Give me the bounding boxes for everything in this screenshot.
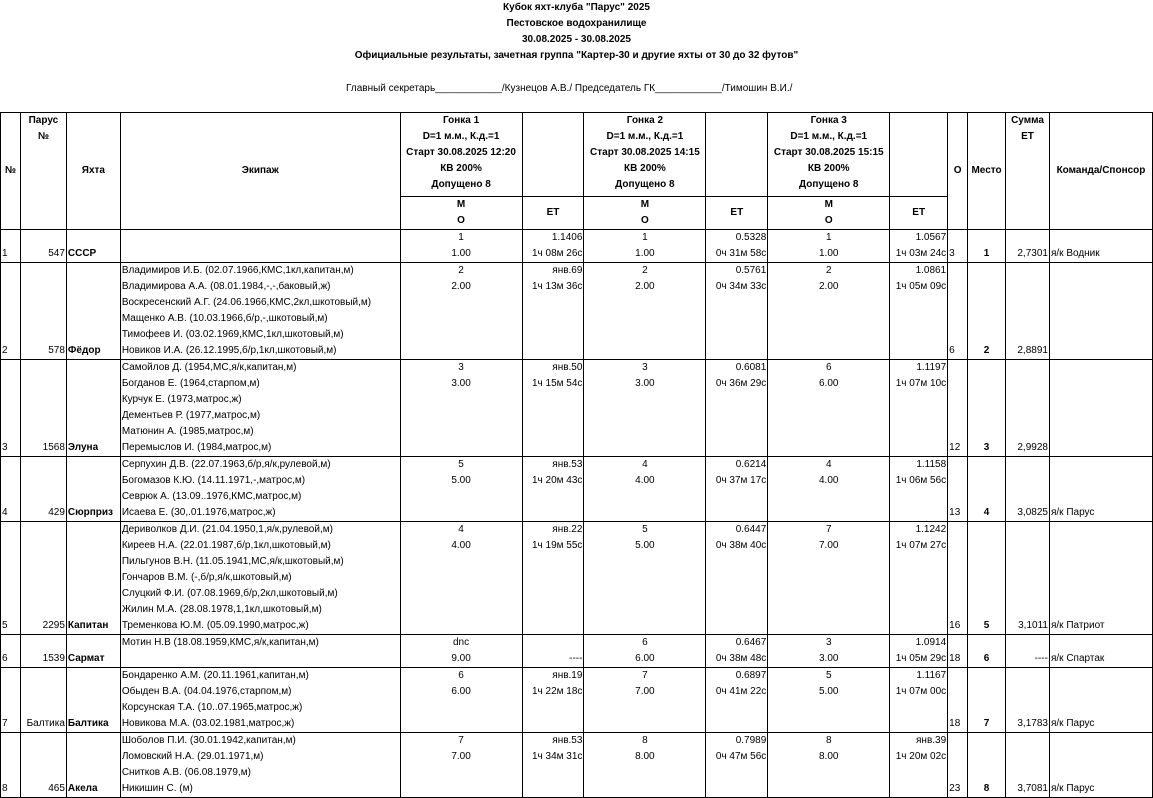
table-row — [1, 635, 1153, 668]
race-header-line: Гонка 3 — [810, 115, 847, 126]
race-header-line: D=1 м.м., К.д.=1 — [422, 131, 500, 142]
race-points: 6.00 — [635, 653, 655, 664]
race-place: 1 — [642, 232, 648, 243]
race-2-et — [706, 668, 768, 733]
race-points: 3.00 — [451, 378, 471, 389]
row-num: 8 — [1, 733, 21, 798]
crew-member: Владимиров И.Б. (02.07.1966,КМС,1кл,капитан,м) — [121, 265, 354, 276]
yacht-name: Сармат — [66, 635, 120, 668]
regatta-title: Кубок яхт-клуба "Парус" 2025 — [503, 2, 650, 13]
race-et-coef: 1.1167 — [916, 670, 947, 681]
race-et-time: 1ч 05м 29с — [895, 653, 947, 664]
race-points: 5.00 — [819, 686, 839, 697]
col-sail: Парус № — [20, 113, 66, 230]
sail-number: 429 — [20, 457, 66, 522]
race-place: 8 — [642, 735, 648, 746]
race-place: 3 — [642, 362, 648, 373]
race-place: 6 — [642, 637, 648, 648]
race-points: 7.00 — [635, 686, 655, 697]
team-sponsor: я/к Парус — [1049, 733, 1152, 798]
race-2-mo-header: М О — [584, 197, 706, 230]
race-3-mo-header: М О — [768, 197, 890, 230]
row-num: 3 — [1, 360, 21, 457]
race-1-result — [400, 230, 522, 263]
race-et-coef: 0.7989 — [735, 735, 767, 746]
crew-member: Самойлов Д. (1954,МС,я/к,капитан,м) — [121, 362, 297, 373]
crew-member: Жилин М.А. (28.08.1978,1,1кл,шкотовый,м) — [121, 604, 322, 615]
race-points: 8.00 — [819, 751, 839, 762]
race-points: 5.00 — [635, 540, 655, 551]
crew-cell — [120, 522, 400, 635]
race-header-line: Допущено 8 — [799, 179, 859, 190]
sail-number: 1539 — [20, 635, 66, 668]
race-3-et — [890, 522, 948, 635]
race-2-et — [706, 522, 768, 635]
race-et-time: 0ч 31м 58с — [715, 248, 767, 259]
table-row — [1, 263, 1153, 360]
crew-member: Слуцкий Ф.И. (07.08.1969,б/р,2кл,шкотовый,м) — [121, 588, 338, 599]
total-points: 23 — [948, 733, 968, 798]
crew-member: Мащенко А.В. (10.03.1966,б/р,-,шкотовый,м) — [121, 313, 328, 324]
race-et-time: 1ч 08м 26с — [531, 248, 583, 259]
race-et-time: 1ч 13м 36с — [531, 281, 583, 292]
race-et-coef: янв.39 — [916, 735, 947, 746]
race-3-result — [768, 522, 890, 635]
race-et-time: 0ч 41м 22с — [715, 686, 767, 697]
race-et-time: 0ч 47м 56с — [715, 751, 767, 762]
race-place: 5 — [642, 524, 648, 535]
crew-cell — [120, 668, 400, 733]
place: 4 — [968, 457, 1006, 522]
race-et-coef: янв.69 — [552, 265, 583, 276]
yacht-name: Фёдор — [66, 263, 120, 360]
crew-member: Владимирова А.А. (08.01.1984,-,-,баковый,ж) — [121, 281, 331, 292]
sail-number: 578 — [20, 263, 66, 360]
race-et-coef: 0.6897 — [735, 670, 767, 681]
race-3-result — [768, 635, 890, 668]
race-place: 1 — [825, 232, 832, 243]
race-1-header — [400, 113, 522, 197]
race-et-time: 1ч 19м 55с — [531, 540, 583, 551]
crew-member: Мотин Н.В (18.08.1959,КМС,я/к,капитан,м) — [121, 637, 319, 648]
race-header-line: КВ 200% — [807, 163, 850, 174]
race-1-result — [400, 522, 522, 635]
crew-cell — [120, 230, 400, 263]
race-et-coef: 1.1242 — [915, 524, 947, 535]
table-row — [1, 733, 1153, 798]
crew-member: Никишин С. (м) — [121, 783, 193, 794]
race-points: 5.00 — [451, 475, 471, 486]
race-place: 4 — [642, 459, 648, 470]
race-points: 9.00 — [451, 653, 471, 664]
col-num: № — [1, 113, 21, 230]
race-header-line: КВ 200% — [624, 163, 666, 174]
total-points: 18 — [948, 668, 968, 733]
sum-et: 3,1011 — [1006, 522, 1050, 635]
sail-number: 1568 — [20, 360, 66, 457]
race-et-time: 0ч 34м 33с — [715, 281, 767, 292]
race-place: 5 — [458, 459, 464, 470]
race-et-coef: янв.53 — [552, 735, 583, 746]
crew-member: Гончаров В.М. (-,б/р,я/к,шкотовый,м) — [121, 572, 292, 583]
sum-et: 2,8891 — [1006, 263, 1050, 360]
race-et-coef: 0.6447 — [735, 524, 767, 535]
crew-member: Дериволков Д.И. (21.04.1950,1,я/к,рулевой,м) — [121, 524, 333, 535]
race-et-time: 0ч 38м 40с — [715, 540, 767, 551]
total-points: 12 — [948, 360, 968, 457]
race-3-et — [890, 263, 948, 360]
total-points: 3 — [948, 230, 968, 263]
venue: Пестовское водохранилище — [506, 18, 647, 29]
crew-cell — [120, 360, 400, 457]
race-3-et — [890, 457, 948, 522]
race-header-line: D=1 м.м., К.д.=1 — [606, 131, 684, 142]
race-2-result — [584, 230, 706, 263]
race-et-coef: 0.6467 — [735, 637, 767, 648]
race-et-time: 1ч 03м 24с — [895, 248, 947, 259]
place: 5 — [968, 522, 1006, 635]
race-place: 6 — [458, 670, 464, 681]
crew-member: Перемыслов И. (1984,матрос,м) — [121, 442, 272, 453]
team-sponsor — [1049, 263, 1152, 360]
crew-member: Богомазов К.Ю. (14.11.1971,-,матрос,м) — [121, 475, 306, 486]
race-place: 6 — [825, 362, 832, 373]
sum-et: 3,0825 — [1006, 457, 1050, 522]
race-place: 1 — [458, 232, 464, 243]
crew-member: Новиков И.А. (26.12.1995,б/р,1кл,шкотовый,м) — [121, 345, 337, 356]
race-2-et — [706, 457, 768, 522]
race-header-line: Допущено 8 — [615, 179, 675, 190]
race-et-time: 1ч 20м 02с — [895, 751, 947, 762]
crew-member: Матюнин А. (1985,матрос,м) — [121, 426, 254, 437]
race-points: 8.00 — [635, 751, 655, 762]
race-place: 2 — [642, 265, 648, 276]
crew-member: Киреев Н.А. (22.01.1987,б/р,1кл,шкотовый,м) — [121, 540, 331, 551]
race-2-result — [584, 733, 706, 798]
team-sponsor: я/к Парус — [1049, 668, 1152, 733]
race-2-result — [584, 668, 706, 733]
race-place: 3 — [458, 362, 464, 373]
race-3-et — [890, 668, 948, 733]
race-place: 4 — [458, 524, 464, 535]
race-2-result — [584, 457, 706, 522]
race-2-result — [584, 263, 706, 360]
race-1-result — [400, 263, 522, 360]
place: 2 — [968, 263, 1006, 360]
race-et-coef: 0.5328 — [735, 232, 767, 243]
race-3-et — [890, 230, 948, 263]
total-points: 13 — [948, 457, 968, 522]
race-et-coef: 1.1406 — [551, 232, 583, 243]
race-points: 4.00 — [451, 540, 471, 551]
crew-member: Богданов Е. (1964,старпом,м) — [121, 378, 260, 389]
crew-member: Дементьев Р. (1977,матрос,м) — [121, 410, 261, 421]
race-points: 2.00 — [635, 281, 655, 292]
race-points: 1.00 — [635, 248, 655, 259]
race-et-coef: 1.0861 — [915, 265, 947, 276]
race-3-result — [768, 668, 890, 733]
race-2-et — [706, 263, 768, 360]
race-et-time: 1ч 07м 27с — [895, 540, 947, 551]
race-points: 2.00 — [451, 281, 471, 292]
race-3-et — [890, 733, 948, 798]
race-3-result — [768, 230, 890, 263]
race-et-time: 1ч 22м 18с — [531, 686, 583, 697]
race-2-et-header: ЕТ — [706, 197, 768, 230]
sail-number: Балтика — [20, 668, 66, 733]
race-2-result — [584, 360, 706, 457]
yacht-name: Сюрприз — [66, 457, 120, 522]
race-2-et — [706, 733, 768, 798]
crew-member: Корсунская Т.А. (10..07.1965,матрос,ж) — [121, 702, 303, 713]
place: 8 — [968, 733, 1006, 798]
race-3-et-header: ЕТ — [890, 197, 948, 230]
sail-number: 2295 — [20, 522, 66, 635]
team-sponsor: я/к Патриот — [1049, 522, 1152, 635]
table-row — [1, 522, 1153, 635]
sum-et: 3,1783 — [1006, 668, 1050, 733]
results-table — [0, 112, 1153, 798]
row-num: 6 — [1, 635, 21, 668]
race-1-et — [522, 263, 584, 360]
crew-cell — [120, 733, 400, 798]
race-et-time: 0ч 38м 48с — [715, 653, 767, 664]
secretary-line: Главный секретарь____________/Кузнецов А.В./ Председатель ГК____________/Тимошин В.И./ — [346, 83, 793, 94]
results-subtitle: Официальные результаты, зачетная группа "Картер-30 и другие яхты от 30 до 32 футов" — [354, 50, 799, 61]
race-2-header — [584, 113, 706, 197]
race-et-coef: 1.1158 — [916, 459, 947, 470]
race-place: 4 — [825, 459, 832, 470]
crew-member: Серпухин Д.В. (22.07.1963,б/р,я/к,рулевой,м) — [121, 459, 331, 470]
race-et-time: 1ч 05м 09с — [895, 281, 947, 292]
race-et-time: 1ч 07м 00с — [895, 686, 947, 697]
crew-member: Тимофеев И. (03.02.1969,КМС,1кл,шкотовый,м) — [121, 329, 344, 340]
race-1-result — [400, 668, 522, 733]
table-row — [1, 668, 1153, 733]
col-sum: Сумма ЕТ — [1006, 113, 1050, 230]
race-1-et — [522, 668, 584, 733]
table-row — [1, 230, 1153, 263]
race-points: 7.00 — [819, 540, 839, 551]
race-place: 7 — [825, 524, 832, 535]
race-1-et — [522, 733, 584, 798]
row-num: 2 — [1, 263, 21, 360]
race-header-line: Допущено 8 — [431, 179, 491, 190]
race-points: 4.00 — [819, 475, 839, 486]
total-points: 16 — [948, 522, 968, 635]
yacht-name: СССР — [66, 230, 120, 263]
crew-member: Обыден В.А. (04.04.1976,старпом,м) — [121, 686, 292, 697]
race-et-time: 1ч 34м 31с — [531, 751, 583, 762]
crew-member: Севрюк А. (13.09..1976,КМС,матрос,м) — [121, 491, 302, 502]
race-header-line: Старт 30.08.2025 12:20 — [406, 147, 516, 158]
row-num: 4 — [1, 457, 21, 522]
yacht-name: Акела — [66, 733, 120, 798]
race-place: dnc — [452, 637, 470, 648]
race-place: 5 — [825, 670, 832, 681]
place: 7 — [968, 668, 1006, 733]
col-points: О — [948, 113, 968, 230]
yacht-name: Элуна — [66, 360, 120, 457]
race-1-et-header: ЕТ — [522, 197, 584, 230]
race-header-line: Гонка 2 — [626, 115, 664, 126]
race-1-et — [522, 635, 584, 668]
race-et-time: 1ч 07м 10с — [895, 378, 947, 389]
race-et-coef: 1.0914 — [915, 637, 947, 648]
race-et-coef: янв.50 — [552, 362, 583, 373]
race-2-et — [706, 635, 768, 668]
race-1-result — [400, 457, 522, 522]
race-1-mo-header: М О — [400, 197, 522, 230]
crew-member: Исаева Е. (30,.01.1976,матрос,ж) — [121, 507, 276, 518]
col-team: Команда/Спонсор — [1049, 113, 1152, 230]
row-num: 7 — [1, 668, 21, 733]
race-points: 4.00 — [635, 475, 655, 486]
crew-cell — [120, 263, 400, 360]
race-et-time: 1ч 06м 56с — [895, 475, 947, 486]
race-points: 6.00 — [819, 378, 839, 389]
race-place: 3 — [825, 637, 832, 648]
race-2-result — [584, 522, 706, 635]
race-place: 7 — [642, 670, 648, 681]
yacht-name: Капитан — [66, 522, 120, 635]
race-et-coef — [524, 635, 583, 651]
crew-member: Воскресенский А.Г. (24.06.1966,КМС,2кл,шкотовый,м) — [121, 297, 372, 308]
crew-cell — [120, 457, 400, 522]
crew-member: Шоболов П.И. (30.01.1942,капитан,м) — [121, 735, 296, 746]
sum-et: 2,7301 — [1006, 230, 1050, 263]
race-header-line: D=1 м.м., К.д.=1 — [790, 131, 868, 142]
race-place: 8 — [825, 735, 832, 746]
race-points: 3.00 — [635, 378, 655, 389]
race-2-result — [584, 635, 706, 668]
race-points: 1.00 — [819, 248, 839, 259]
row-num: 5 — [1, 522, 21, 635]
race-et-time: ---- — [569, 653, 583, 664]
race-place: 7 — [458, 735, 464, 746]
race-points: 1.00 — [451, 248, 471, 259]
team-sponsor: я/к Спартак — [1049, 635, 1152, 668]
race-3-result — [768, 733, 890, 798]
race-1-et — [522, 230, 584, 263]
crew-member: Пильгунов В.Н. (11.05.1941,МС,я/к,шкотовый,м) — [121, 556, 344, 567]
table-row — [1, 360, 1153, 457]
race-points: 7.00 — [451, 751, 471, 762]
team-sponsor: я/к Парус — [1049, 457, 1152, 522]
race-et-coef: 0.5761 — [735, 265, 767, 276]
race-3-result — [768, 457, 890, 522]
race-place: 2 — [825, 265, 832, 276]
race-2-et — [706, 360, 768, 457]
race-1-result — [400, 635, 522, 668]
sum-et: 2,9928 — [1006, 360, 1050, 457]
race-et-coef: 1.1197 — [916, 362, 947, 373]
crew-member: Снитков А.В. (06.08.1979,м) — [121, 767, 251, 778]
total-points: 6 — [948, 263, 968, 360]
sum-et: ---- — [1006, 635, 1050, 668]
race-1-result — [400, 733, 522, 798]
crew-member: Курчук Е. (1973,матрос,ж) — [121, 394, 242, 405]
col-yacht: Яхта — [66, 113, 120, 230]
crew-member: Ломовский Н.А. (29.01.1971,м) — [121, 751, 264, 762]
race-et-time: 0ч 36м 29с — [715, 378, 767, 389]
total-points: 18 — [948, 635, 968, 668]
race-1-et — [522, 360, 584, 457]
place: 6 — [968, 635, 1006, 668]
dates: 30.08.2025 - 30.08.2025 — [522, 34, 631, 45]
race-header-line: Гонка 1 — [442, 115, 480, 126]
sum-et: 3,7081 — [1006, 733, 1050, 798]
race-et-coef: 0.6081 — [735, 362, 767, 373]
col-crew: Экипаж — [120, 113, 400, 230]
race-points: 3.00 — [819, 653, 839, 664]
race-1-result — [400, 360, 522, 457]
sail-number: 547 — [20, 230, 66, 263]
race-1-et — [522, 522, 584, 635]
race-2-et — [706, 230, 768, 263]
race-et-coef: янв.22 — [552, 524, 583, 535]
race-header-line: КВ 200% — [440, 163, 482, 174]
race-points: 2.00 — [819, 281, 839, 292]
race-et-coef: 0.6214 — [735, 459, 767, 470]
race-header-line: Старт 30.08.2025 15:15 — [773, 147, 884, 158]
sail-number: 465 — [20, 733, 66, 798]
race-1-et — [522, 457, 584, 522]
crew-member: Тременкова Ю.М. (05.09.1990,матрос,ж) — [121, 620, 309, 631]
crew-cell — [120, 635, 400, 668]
race-et-coef: 1.0567 — [915, 232, 947, 243]
crew-member: Новикова М.А. (03.02.1981,матрос,ж) — [121, 718, 295, 729]
race-3-et — [890, 360, 948, 457]
crew-member: Бондаренко А.М. (20.11.1961,капитан,м) — [121, 670, 309, 681]
col-place: Место — [968, 113, 1006, 230]
team-sponsor — [1049, 360, 1152, 457]
race-3-result — [768, 360, 890, 457]
race-et-time: 1ч 20м 43с — [531, 475, 583, 486]
yacht-name: Балтика — [66, 668, 120, 733]
race-3-et — [890, 635, 948, 668]
team-sponsor: я/к Водник — [1049, 230, 1152, 263]
row-num: 1 — [1, 230, 21, 263]
place: 1 — [968, 230, 1006, 263]
race-et-coef: янв.19 — [552, 670, 583, 681]
race-et-time: 0ч 37м 17с — [715, 475, 767, 486]
place: 3 — [968, 360, 1006, 457]
race-3-result — [768, 263, 890, 360]
race-3-header — [768, 113, 890, 197]
race-et-time: 1ч 15м 54с — [531, 378, 583, 389]
race-et-coef: янв.53 — [552, 459, 583, 470]
table-row — [1, 457, 1153, 522]
race-points: 6.00 — [451, 686, 471, 697]
race-header-line: Старт 30.08.2025 14:15 — [590, 147, 700, 158]
race-place: 2 — [458, 265, 464, 276]
